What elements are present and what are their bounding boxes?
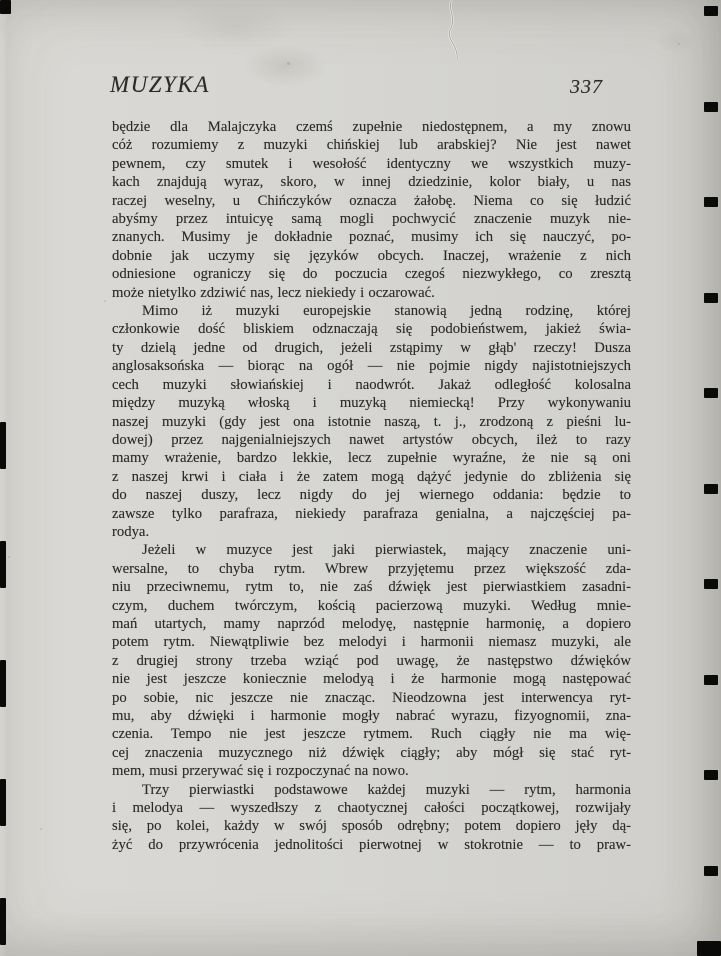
text-line: odniesione ograniczy się do poczucia czegoś niezwykłego, co zresztą <box>112 266 631 283</box>
text-line: zawsze tylko parafraza, niekiedy parafraza genialna, a najczęściej pa- <box>112 505 631 522</box>
text-line: Trzy pierwiastki podstawowe każdej muzyki — rytm, harmonia <box>142 781 631 798</box>
text-line: czenia. Tempo nie jest jeszcze rytmem. Ruch ciągły nie ma wię- <box>112 726 631 743</box>
film-frame-mark <box>704 675 718 685</box>
text-line: Mimo iż muzyki europejskie stanowią jedną rodzinę, której <box>142 303 631 320</box>
text-line: żyć do przywrócenia jednolitości pierwotnej w stokrotnie — to praw- <box>112 836 631 853</box>
film-frame-mark <box>704 388 718 398</box>
paragraph <box>112 781 631 855</box>
film-frame-mark <box>704 6 718 16</box>
text-line: rodya. <box>112 523 150 540</box>
text-line: niu przeciwnemu, rytm to, nie zaś dźwięk jest pierwiastkiem zasadni- <box>112 579 631 596</box>
paper-stain <box>175 0 295 52</box>
text-line: będzie dla Malajczyka czemś zupełnie niedostępnem, a my znowu <box>112 119 631 135</box>
text-line: mem, musi przerywać się i rozpoczynać na nowo. <box>112 763 409 780</box>
text-line: cej znaczenia muzycznego niż dźwięk ciągły; aby mógł się stać ryt- <box>112 744 631 761</box>
film-frame-mark <box>704 770 718 780</box>
text-line: może nietylko zdziwić nas, lecz niekiedy i oczarować. <box>112 284 435 301</box>
paragraph <box>112 541 631 780</box>
paper-speck <box>678 43 680 45</box>
film-frame-mark <box>704 293 718 303</box>
film-frame-mark <box>0 0 11 14</box>
text-line: ty dzielą jedne od drugich, jeżeli zstąpimy w głąb' rzeczy! Dusza <box>112 339 631 356</box>
paper-stain <box>655 28 699 54</box>
text-line: potem rytm. Niewątpliwie bez melodyi i harmonii niemasz muzyki, ale <box>112 634 631 651</box>
paragraph <box>112 302 631 541</box>
text-line: Jeżeli w muzyce jest jaki pierwiastek, mający znaczenie uni- <box>142 542 631 559</box>
paper-speck <box>8 556 10 558</box>
paper-speck <box>287 62 290 65</box>
text-line: cóż rozumiemy z muzyki chińskiej lub arabskiej? Nie jest nawet <box>112 137 631 154</box>
paper-speck <box>40 828 42 830</box>
text-line: po sobie, nic jeszcze nie znacząc. Nieodzowna jest interwencya ryt- <box>112 689 631 706</box>
film-frame-mark <box>0 779 6 826</box>
film-frame-mark <box>697 941 721 956</box>
page-number: 337 <box>570 76 603 98</box>
film-frame-mark <box>0 660 6 707</box>
film-frame-mark <box>704 579 718 589</box>
text-line: z drugiej strony trzeba wziąć pod uwagę, że następstwo dźwięków <box>112 652 631 669</box>
film-frame-mark <box>0 898 6 945</box>
text-line: dowej) przez najgenialniejszych nawet artystów obcych, ileż to razy <box>112 431 631 448</box>
text-line: z naszej krwi i ciała i że zatem mogą dążyć jedynie do zbliżenia się <box>112 468 631 485</box>
text-line: pewnem, czy smutek i wesołość identyczny we wszystkich muzy- <box>112 155 631 172</box>
text-line: dobnie jak uczymy się języków obcych. Inaczej, wrażenie z nich <box>112 247 631 264</box>
running-header <box>110 72 630 102</box>
text-line: nie jest jeszcze koniecznie melodyą i że harmonie mogą następować <box>112 671 631 688</box>
text-line: raczej weselny, u Chińczyków oznacza żałobę. Niema co się łudzić <box>112 192 631 209</box>
text-line: i melodya — wyszedłszy z chaotycznej całości początkowej, rozwijały <box>112 800 631 817</box>
text-line: członkowie dość bliskiem odznaczają się podobieństwem, jakież świa- <box>112 321 631 338</box>
text-line: mań utartych, mamy naprzód melodyę, następnie harmonię, a dopiero <box>112 615 631 632</box>
page-title: MUZYKA <box>110 72 210 97</box>
text-line: kach znajdują wyraz, skoro, w innej dziedzinie, kolor biały, u nas <box>112 174 631 191</box>
paper-speck <box>104 300 106 302</box>
text-line: do naszej duszy, lecz nigdy do jej wiernego oddania: będzie to <box>112 487 631 504</box>
text-line: czym, duchem twórczym, kością pacierzową muzyki. Według mnie- <box>112 597 631 614</box>
paper-tear-crack <box>430 0 490 70</box>
film-frame-mark <box>0 422 6 469</box>
text-column <box>112 118 631 854</box>
text-line: naszej muzyki (gdy jest ona istotnie naszą, t. j., zrodzoną z pieśni lu- <box>112 413 631 430</box>
text-line: mamy wrażenie, bardzo lekkie, lecz zupełnie wyraźne, że nie są oni <box>112 450 631 467</box>
text-line: cech muzyki słowiańskiej i naodwrót. Jakaż odległość kolosalna <box>112 376 631 393</box>
text-line: anglosaksońska — biorąc na ogół — nie pojmie nigdy najistotniejszych <box>112 358 631 375</box>
film-frame-mark <box>704 197 718 207</box>
text-line: znanych. Musimy je dokładnie poznać, musimy ich się nauczyć, po- <box>112 229 631 246</box>
text-line: między muzyką włoską i muzyką niemiecką! Przy wykonywaniu <box>112 395 631 412</box>
paragraph <box>112 118 631 302</box>
text-line: się, po kolei, każdy w swój sposób odrębny; potem dopiero jęły dą- <box>112 818 631 835</box>
film-frame-mark <box>704 102 718 112</box>
text-line: abyśmy przez intuicyę samą mogli pochwycić znaczenie muzyk nie- <box>112 211 631 228</box>
film-frame-mark <box>0 541 6 588</box>
text-line: mu, aby dźwięki i harmonie mogły nabrać wyrazu, fizyognomii, zna- <box>112 708 631 724</box>
text-line: wersalne, to chyba rytm. Wbrew przyjętemu przez większość zda- <box>112 560 631 577</box>
film-frame-mark <box>704 484 718 494</box>
film-frame-mark <box>704 866 718 876</box>
